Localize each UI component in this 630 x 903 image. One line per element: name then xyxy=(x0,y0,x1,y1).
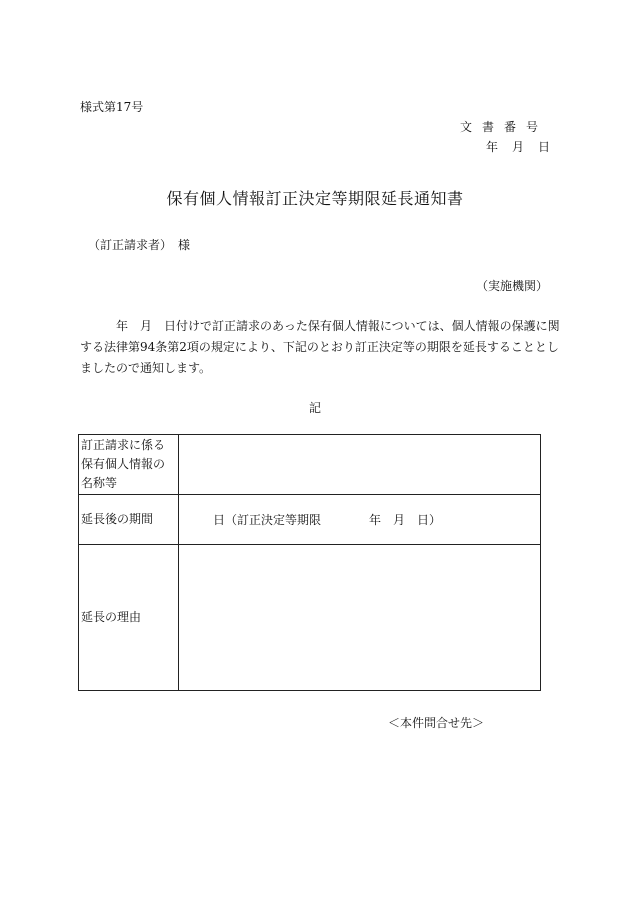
ki-heading: 記 xyxy=(308,401,321,415)
form-number: 様式第17号 xyxy=(80,100,144,114)
contact-heading: ＜本件問合せ先＞ xyxy=(388,716,485,730)
table-row xyxy=(79,495,541,545)
date-year: 年 xyxy=(485,140,498,154)
details-table xyxy=(78,434,541,691)
document-number-label: 文書番号 xyxy=(459,120,548,134)
extended-period-value: 日（訂正決定等期限 年 月 日） xyxy=(179,495,541,545)
personal-info-name-label: 訂正請求に係る保有個人情報の名称等 xyxy=(79,435,179,495)
addressee: （訂正請求者） 様 xyxy=(88,238,191,252)
personal-info-name-value xyxy=(179,435,541,495)
extension-reason-value xyxy=(179,545,541,691)
table-row xyxy=(79,545,541,691)
table-row xyxy=(79,435,541,495)
notice-body xyxy=(80,316,560,379)
issuing-agency: （実施機関） xyxy=(475,279,548,293)
extension-reason-label: 延長の理由 xyxy=(79,545,179,691)
extended-period-label: 延長後の期間 xyxy=(79,495,179,545)
body-line-1: 年 月 日付けで訂正請求のあった保有個人情報については、個人情報の保護に関 xyxy=(116,319,560,333)
body-line-3: ましたので通知します。 xyxy=(80,361,212,375)
body-line-2: する法律第94条第2項の規定により、下記のとおり訂正決定等の期限を延長することとし xyxy=(80,340,559,354)
date-day: 日 xyxy=(537,140,550,154)
issue-date xyxy=(486,138,550,155)
date-month: 月 xyxy=(511,140,524,154)
document-title: 保有個人情報訂正決定等期限延長通知書 xyxy=(166,189,464,208)
